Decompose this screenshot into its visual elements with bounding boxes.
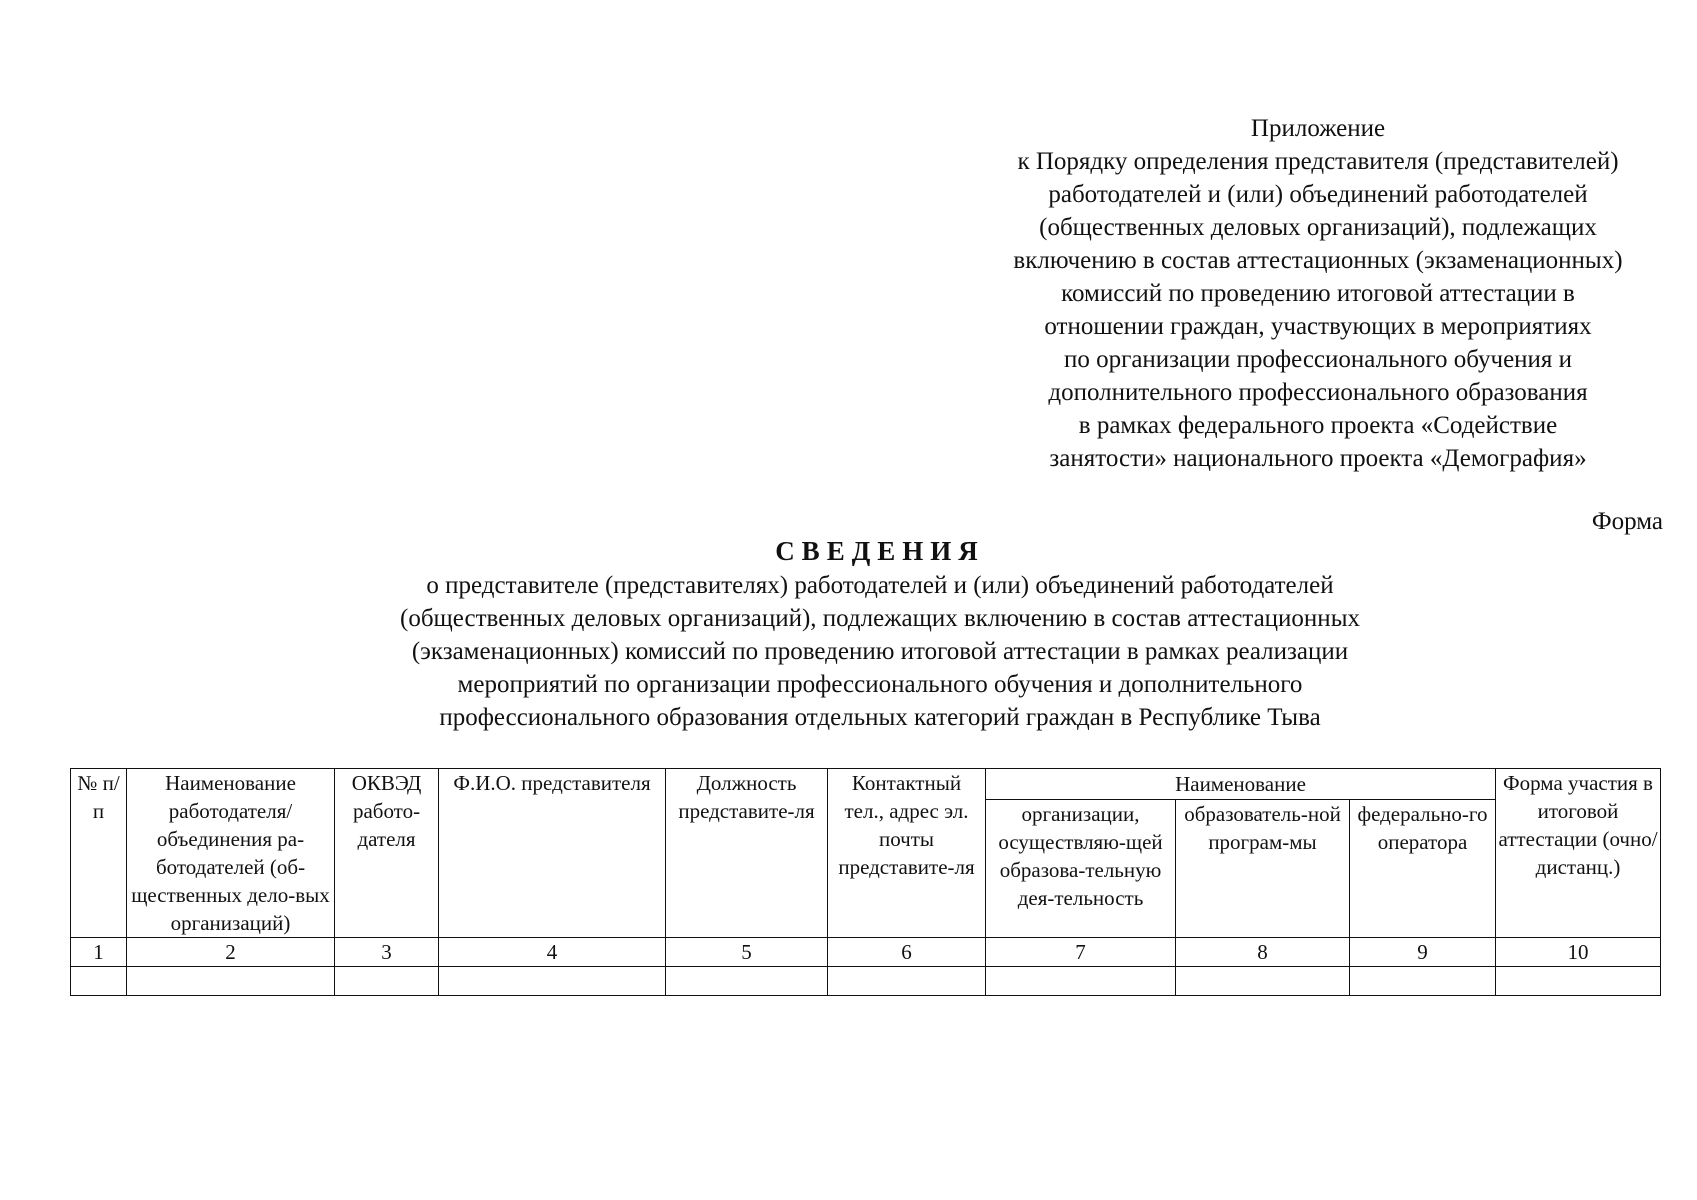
appendix-line: включению в состав аттестационных (экзаменационных) xyxy=(1013,247,1623,274)
appendix-line: занятости» национального проекта «Демография» xyxy=(1049,445,1587,472)
column-number: 1 xyxy=(71,938,127,967)
document-subtitle xyxy=(0,569,1697,734)
table-cell xyxy=(1350,967,1496,996)
form-table xyxy=(70,768,1661,996)
header-position: Должность представите-ля xyxy=(666,769,828,938)
column-number: 9 xyxy=(1350,938,1496,967)
table-cell xyxy=(1496,967,1661,996)
subtitle-line: мероприятий по организации профессионального обучения и дополнительного xyxy=(457,671,1303,698)
table-cell xyxy=(666,967,828,996)
table-cell xyxy=(986,967,1176,996)
table-cell xyxy=(828,967,986,996)
appendix-line: к Порядку определения представителя (представителей) xyxy=(1017,148,1619,175)
header-contacts: Контактный тел., адрес эл. почты представите-ля xyxy=(828,769,986,938)
table-cell xyxy=(71,967,127,996)
appendix-block xyxy=(958,112,1678,475)
appendix-line: отношении граждан, участвующих в мероприятиях xyxy=(1044,313,1592,340)
column-number-row xyxy=(71,938,1661,967)
table-row xyxy=(71,967,1661,996)
header-number: № п/п xyxy=(71,769,127,938)
column-number: 8 xyxy=(1176,938,1350,967)
header-program: образователь-ной програм-мы xyxy=(1176,800,1350,938)
appendix-line: комиссий по проведению итоговой аттестации в xyxy=(1061,280,1575,307)
form-label: Форма xyxy=(1591,508,1663,535)
column-number: 7 xyxy=(986,938,1176,967)
header-representative-name: Ф.И.О. представителя xyxy=(439,769,666,938)
subtitle-line: (общественных деловых организаций), подлежащих включению в состав аттестационных xyxy=(400,605,1360,632)
appendix-line: Приложение xyxy=(1250,115,1386,142)
column-number: 3 xyxy=(335,938,439,967)
column-number: 6 xyxy=(828,938,986,967)
column-number: 2 xyxy=(127,938,335,967)
header-participation-form: Форма участия в итоговой аттестации (очно/ дистанц.) xyxy=(1496,769,1661,938)
header-okved: ОКВЭД работо-дателя xyxy=(335,769,439,938)
subtitle-line: профессионального образования отдельных категорий граждан в Республике Тыва xyxy=(439,704,1321,731)
appendix-line: дополнительного профессионального образования xyxy=(1048,379,1588,406)
header-operator: федерально-го оператора xyxy=(1350,800,1496,938)
column-number: 10 xyxy=(1496,938,1661,967)
column-number: 5 xyxy=(666,938,828,967)
subtitle-line: о представителе (представителях) работодателей и (или) объединений работодателей xyxy=(426,572,1334,599)
column-number: 4 xyxy=(439,938,666,967)
appendix-line: работодателей и (или) объединений работодателей xyxy=(1048,181,1588,208)
document-title: СВЕДЕНИЯ xyxy=(775,536,985,566)
table-cell xyxy=(335,967,439,996)
table-cell xyxy=(1176,967,1350,996)
appendix-line: (общественных деловых организаций), подлежащих xyxy=(1039,214,1597,241)
subtitle-line: (экзаменационных) комиссий по проведению итоговой аттестации в рамках реализации xyxy=(411,638,1349,665)
table-cell xyxy=(127,967,335,996)
header-organization: организации, осуществляю-щей образова-тельную дея-тельность xyxy=(986,800,1176,938)
table-cell xyxy=(439,967,666,996)
appendix-line: в рамках федерального проекта «Содействие xyxy=(1078,412,1558,439)
header-employer-name: Наименование работодателя/ объединения ра-ботодателей (об-щественных дело-вых организаций) xyxy=(127,769,335,938)
appendix-line: по организации профессионального обучения и xyxy=(1063,346,1573,373)
header-group-name: Наименование xyxy=(986,769,1496,800)
